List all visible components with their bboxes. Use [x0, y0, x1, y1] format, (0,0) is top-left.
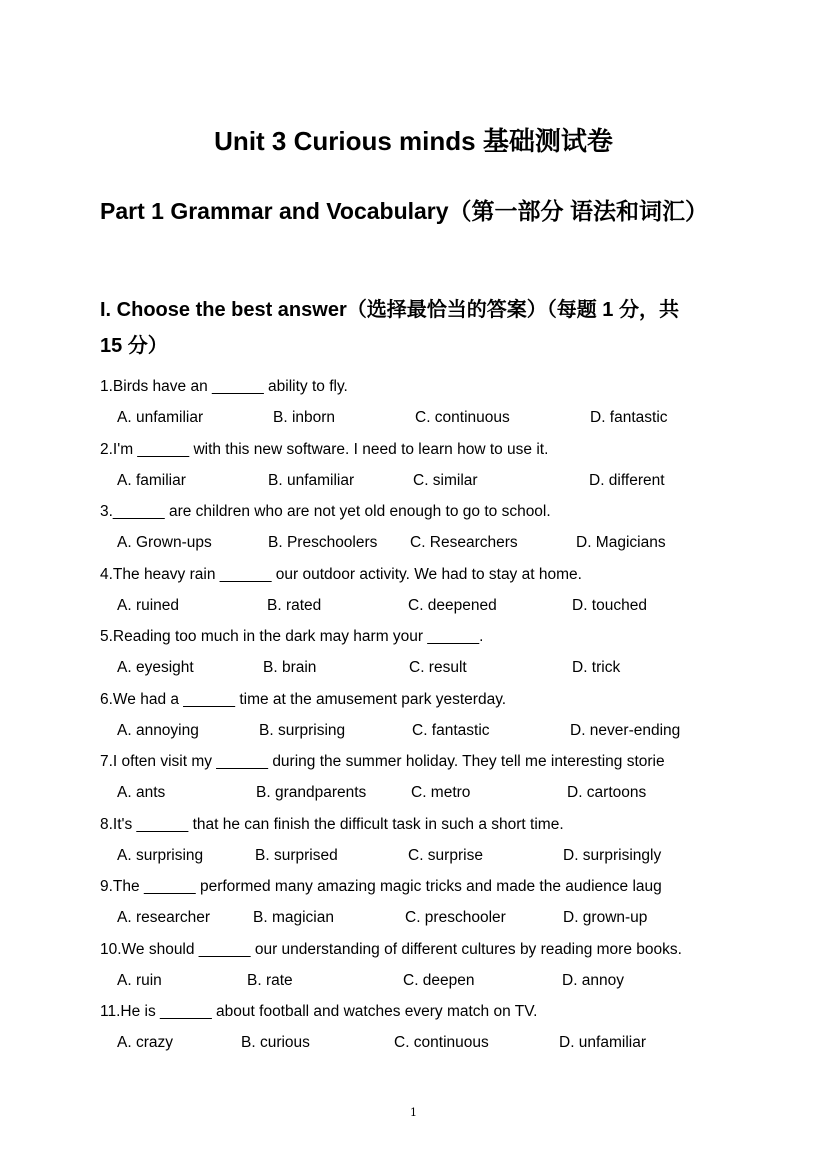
option-c: C. preschooler [405, 909, 506, 926]
option-c: C. similar [413, 471, 478, 489]
option-b: B. grandparents [256, 784, 367, 801]
question-stem: 1.Birds have an ______ ability to fly. [100, 378, 348, 395]
question-stem: 2.I'm ______ with this new software. I need to learn how to use it. [100, 440, 549, 458]
question-options [100, 1028, 740, 1060]
question-stem: 11.He is ______ about football and watches every match on TV. [100, 1003, 538, 1020]
option-c: C. deepened [408, 596, 497, 614]
question-options [100, 591, 740, 623]
question-options [100, 778, 740, 810]
question-item [100, 622, 740, 685]
question-item [100, 747, 740, 810]
question-item [100, 560, 740, 623]
option-c: C. surprise [408, 846, 483, 864]
option-b: B. surprised [255, 846, 338, 864]
option-a: A. eyesight [117, 659, 194, 676]
question-options [100, 403, 740, 435]
question-options [100, 966, 740, 998]
option-b: B. rated [267, 596, 322, 614]
question-item [100, 435, 740, 498]
option-c: C. fantastic [412, 721, 490, 739]
question-options [100, 466, 740, 498]
option-c: C. continuous [415, 409, 510, 426]
question-item [100, 872, 740, 935]
option-a: A. Grown-ups [117, 534, 212, 551]
option-c: C. metro [411, 784, 471, 801]
question-stem: 3.______ are children who are not yet old enough to go to school. [100, 503, 551, 520]
option-d: D. touched [572, 596, 647, 614]
option-d: D. Magicians [576, 534, 666, 551]
option-b: B. curious [241, 1034, 310, 1051]
question-options [100, 528, 740, 560]
option-d: D. never-ending [570, 721, 681, 739]
question-item [100, 810, 740, 873]
question-options [100, 716, 740, 748]
question-stem: 7.I often visit my ______ during the summer holiday. They tell me interesting storie [100, 753, 665, 770]
question-item [100, 685, 740, 748]
option-b: B. Preschoolers [268, 534, 378, 551]
option-a: A. ruin [117, 971, 162, 989]
option-d: D. different [589, 471, 665, 489]
question-stem: 10.We should ______ our understanding of different cultures by reading more books. [100, 940, 682, 958]
option-d: D. grown-up [563, 909, 648, 926]
question-options [100, 841, 740, 873]
option-c: C. deepen [403, 971, 475, 989]
question-stem: 9.The ______ performed many amazing magic tricks and made the audience laug [100, 878, 662, 895]
part-heading: Part 1 Grammar and Vocabulary（第一部分 语法和词汇） [100, 198, 708, 224]
page-title: Unit 3 Curious minds 基础测试卷 [214, 126, 613, 156]
option-b: B. inborn [273, 409, 336, 426]
question-item [100, 935, 740, 998]
option-a: A. familiar [117, 471, 186, 489]
option-a: A. ruined [117, 596, 180, 614]
option-a: A. surprising [117, 846, 204, 864]
option-a: A. annoying [117, 721, 199, 739]
question-stem: 6.We had a ______ time at the amusement park yesterday. [100, 690, 507, 708]
question-options [100, 653, 740, 685]
page-number: 1 [410, 1106, 417, 1119]
option-d: D. fantastic [590, 409, 668, 426]
option-d: D. cartoons [567, 784, 647, 801]
option-c: C. result [409, 659, 467, 676]
question-item [100, 997, 740, 1060]
option-a: A. researcher [117, 909, 211, 926]
option-b: B. surprising [259, 721, 346, 739]
question-stem: 4.The heavy rain ______ our outdoor activity. We had to stay at home. [100, 565, 582, 583]
option-a: A. unfamiliar [117, 409, 204, 426]
option-d: D. unfamiliar [559, 1034, 646, 1051]
question-item [100, 372, 740, 435]
option-c: C. continuous [394, 1034, 489, 1051]
option-b: B. unfamiliar [268, 471, 355, 489]
section-heading: I. Choose the best answer（选择最恰当的答案）（每题 1 分，共 15 分） [100, 299, 679, 357]
question-stem: 5.Reading too much in the dark may harm your ______. [100, 628, 484, 645]
question-item [100, 497, 740, 560]
option-a: A. ants [117, 784, 166, 801]
option-d: D. surprisingly [563, 846, 662, 864]
option-d: D. trick [572, 659, 621, 676]
question-options [100, 903, 740, 935]
option-d: D. annoy [562, 971, 625, 989]
question-stem: 8.It's ______ that he can finish the difficult task in such a short time. [100, 815, 564, 833]
question-list [100, 372, 740, 1060]
option-b: B. rate [247, 971, 293, 989]
option-b: B. magician [253, 909, 334, 926]
option-b: B. brain [263, 659, 317, 676]
option-c: C. Researchers [410, 534, 518, 551]
option-a: A. crazy [117, 1034, 173, 1051]
